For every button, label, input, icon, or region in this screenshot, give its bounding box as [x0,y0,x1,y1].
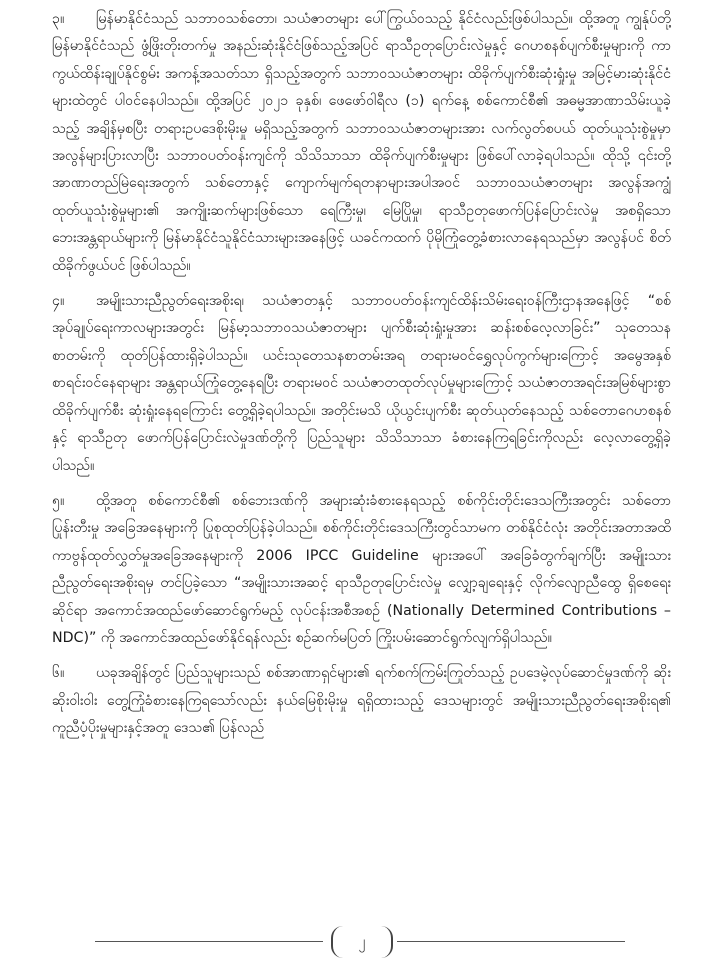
paragraph-number: ၄။ [52,293,65,310]
paragraph-4 [52,288,671,480]
paragraph-text: ယခုအချိန်တွင် ပြည်သူများသည် စစ်အာဏာရှင်များ၏ ရက်စက်ကြမ်းကြုတ်သည့် ဥပဒေမဲ့လုပ်ဆောင်မှုဒဏ်ကို ဆိုးဆိုးဝါးဝါး တွေ့ကြုံခံစားနေကြရသော်လည်း နယ်မြေစိုးမိုးမှု ရရှိထားသည့် ဒေသများတွင် အမျိုးသားညီညွတ်ရေးအစိုးရ၏ ကူညီပံ့ပိုးမှုများနှင့်အတူ ဒေသ၏ ပြန်လည် [52,665,671,737]
page-footer [95,924,625,964]
paragraph-3 [52,6,671,280]
paragraph-text: ထို့အတူ စစ်ကောင်စီ၏ စစ်ဘေးဒဏ်ကို အများဆုံးခံစားနေရသည့် စစ်ကိုင်းတိုင်းဒေသကြီးအတွင်း သစ်တောပြုန်းတီးမှု အခြေအနေများကို ပြုစုထုတ်ပြန်ခဲ့ပါသည်။ စစ်ကိုင်းတိုင်းဒေသကြီးတွင်သာမက တစ်နိုင်ငံလုံး အတိုင်းအတာအထိ ကာဗွန်ထုတ်လွှတ်မှုအခြေအနေများကို 2006 IPCC Guideline များအပေါ် အခြေခံတွက်ချက်ပြီး အမျိုးသားညီညွတ်ရေးအစိုးရမှ တင်ပြခဲ့သော “အမျိုးသားအဆင့် ရာသီဥတုပြောင်းလဲမှု လျှော့ချရေးနှင့် လိုက်လျောညီထွေ ရှိစေရေးဆိုင်ရာ အကောင်အထည်ဖော်ဆောင်ရွက်မည့် လုပ်ငန်းအစီအစဉ် (Nationally Determined Contributions – NDC)” ကို အကောင်အထည်ဖော်နိုင်ရန်လည်း စဉ်ဆက်မပြတ် ကြိုးပမ်းဆောင်ရွက်လျက်ရှိပါသည်။ [52,492,671,646]
paragraph-text: မြန်မာနိုင်ငံသည် သဘာဝသစ်တော၊ သယံဇာတများ ပေါ်ကြွယ်ဝသည့် နိုင်ငံလည်းဖြစ်ပါသည်။ ထို့အတူ ကျွန်ုပ်တို့ မြန်မာနိုင်ငံသည် ဖွံ့ဖြိုးတိုးတက်မှု အနည်းဆုံးနိုင်ငံဖြစ်သည့်အပြင် ရာသီဥတုပြောင်းလဲမှုနှင့် ဂေဟစနစ်ပျက်စီးမှုများကို ကာကွယ်ထိန်းချုပ်နိုင်စွမ်း အကန့်အသတ်သာ ရှိသည့်အတွက် သဘာဝသယံဇာတများ ထိခိုက်ပျက်စီးဆုံးရှုံးမှု အမြင့်မားဆုံးနိုင်ငံများထဲတွင် ပါဝင်နေပါသည်။ ထို့အပြင် ၂၀၂၁ ခုနှစ်၊ ဖေဖော်ဝါရီလ (၁) ရက်နေ့ စစ်ကောင်စီ၏ အဓမ္မအာဏာသိမ်းယူခဲ့သည့် အချိန်မှစပြီး တရားဥပဒေစိုးမိုးမှု မရှိသည့်အတွက် သဘာဝသယံဇာတများအား လက်လွတ်စပယ် ထုတ်ယူသုံးစွဲမှုမှာ အလွန်များပြားလာပြီး သဘာဝပတ်ဝန်းကျင်ကို သိသိသာသာ ထိခိုက်ပျက်စီးမှုများ ဖြစ်ပေါ်လာခဲ့ရပါသည်။ ထိုသို့ ၎င်းတို့ အာဏာတည်မြဲရေးအတွက် သစ်တောနှင့် ကျောက်မျက်ရတနာများအပါအဝင် သဘာဝသယံဇာတများ အလွန်အကျွံ ထုတ်ယူသုံးစွဲမှုများ၏ အကျိုးဆက်များဖြစ်သော ရေကြီးမှု၊ မြေပြိုမှု၊ ရာသီဥတုဖောက်ပြန်ပြောင်းလဲမှု အစရှိသော ဘေးအန္တရာယ်များကို မြန်မာနိုင်ငံသူနိုင်ငံသားများအနေဖြင့် ယခင်ကထက် ပိုမိုကြုံတွေ့ခံစားလာနေရသည်မှာ အလွန်ပင် စိတ်ထိခိုက်ဖွယ်ပင် ဖြစ်ပါသည်။ [52,11,671,274]
footer-rule-left [95,941,323,942]
paragraph-6 [52,660,671,742]
paragraph-text: အမျိုးသားညီညွတ်ရေးအစိုးရ၊ သယံဇာတနှင့် သဘာဝပတ်ဝန်းကျင်ထိန်းသိမ်းရေးဝန်ကြီးဌာနအနေဖြင့် “စစ်အုပ်ချုပ်ရေးကာလများအတွင်း မြန်မာ့သဘာဝသယံဇာတများ ပျက်စီးဆုံးရှုံးမှုအား ဆန်းစစ်လေ့လာခြင်း” သုတေသနစာတမ်းကို ထုတ်ပြန်ထားရှိခဲ့ပါသည်။ ယင်းသုတေသနစာတမ်းအရ တရားမဝင်ရွှေလုပ်ကွက်များကြောင့် အမွေအနှစ်စာရင်းဝင်နေရာများ အန္တရာယ်ကြုံတွေ့နေရပြီး တရားမဝင် သယံဇာတထုတ်လုပ်မှုများကြောင့် သယံဇာတအရင်းအမြစ်များစွာ ထိခိုက်ပျက်စီး ဆုံးရှုံးနေရကြောင်း တွေ့ရှိခဲ့ရပါသည်။ အတိုင်းမသိ ယိုယွင်းပျက်စီး ဆုတ်ယုတ်နေသည့် သစ်တောဂေဟစနစ်နှင့် ရာသီဥတု ဖောက်ပြန်ပြောင်းလဲမှုဒဏ်တို့ကို ပြည်သူများ သိသိသာသာ ခံစားနေကြရခြင်းကိုလည်း လေ့လာတွေ့ရှိခဲ့ပါသည်။ [52,293,671,474]
paragraph-5 [52,488,671,652]
footer-rule-right [397,941,625,942]
page-number: ၂ [331,926,393,958]
paragraph-number: ၅။ [52,492,65,509]
paragraph-number: ၃။ [52,11,65,27]
paragraph-number: ၆။ [52,665,65,682]
